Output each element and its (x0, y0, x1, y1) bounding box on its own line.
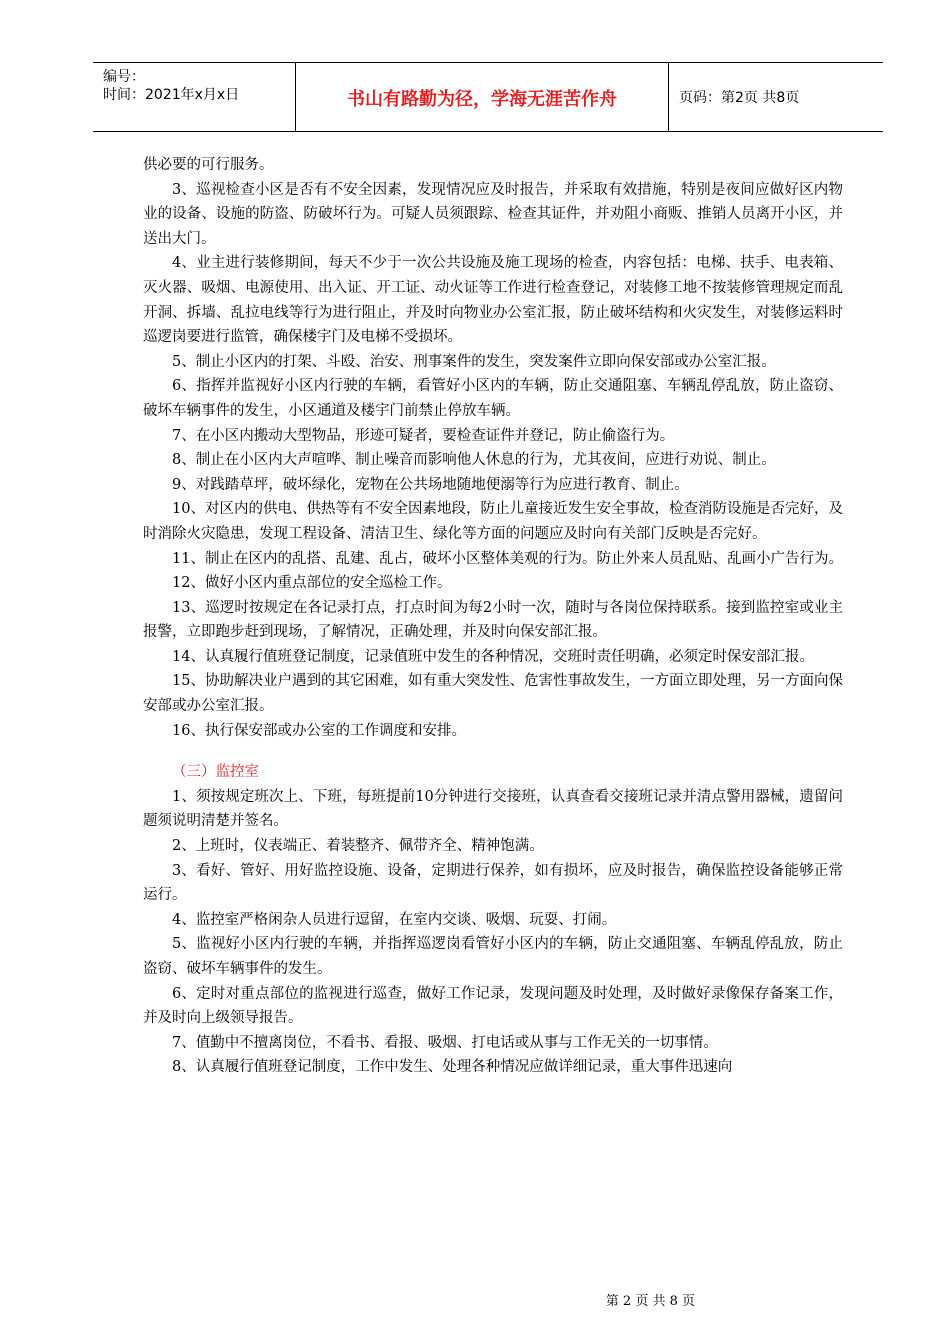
paragraph: 3、看好、管好、用好监控设施、设备，定期进行保养，如有损坏，应及时报告，确保监控设备能够正常运行。 (143, 862, 843, 904)
document-time-label: 时间：2021年x月x日 (103, 87, 240, 103)
paragraph: 10、对区内的供电、供热等有不安全因素地段，防止儿童接近发生安全事故，检查消防设施是否完好，及时消除火灾隐患，发现工程设备、清洁卫生、绿化等方面的问题应及时向有关部门反映是否完好。 (143, 501, 843, 542)
header-meta-cell (93, 63, 296, 131)
paragraph: 9、对践踏草坪，破坏绿化，宠物在公共场地随地便溺等行为应进行教育、制止。 (172, 476, 689, 493)
header-motto-cell (296, 63, 669, 131)
paragraph: 2、上班时，仪表端正、着装整齐、佩带齐全、精神饱满。 (172, 838, 544, 855)
paragraph: 5、监视好小区内行驶的车辆，并指挥巡逻岗看管好小区内的车辆，防止交通阻塞、车辆乱停乱放，防止盗窃、破坏车辆事件的发生。 (143, 936, 843, 977)
paragraph: 8、认真履行值班登记制度，工作中发生、处理各种情况应做详细记录，重大事件迅速向 (172, 1059, 733, 1076)
header-page-cell (669, 63, 883, 131)
paragraph: 7、值勤中不擅离岗位，不看书、看报、吸烟、打电话或从事与工作无关的一切事情。 (172, 1034, 718, 1051)
paragraph: 8、制止在小区内大声喧哗、制止噪音而影响他人休息的行为，尤其夜间，应进行劝说、制止。 (172, 452, 776, 469)
paragraph: 5、制止小区内的打架、斗殴、治安、刑事案件的发生，突发案件立即向保安部或办公室汇报。 (172, 353, 776, 370)
paragraph: 4、业主进行装修期间，每天不少于一次公共设施及施工现场的检查，内容包括：电梯、扶手、电表箱、灭火器、吸烟、电源使用、出入证、开工证、动火证等工作进行检查登记，对装修工地不按装修管理规定而乱开洞、拆墙、乱拉电线等行为进行阻止，并及时向物业办公室汇报，防止破坏结构和火灾发生，对装修运料时巡逻岗要进行监管，确保楼宇门及电梯不受损坏。 (143, 255, 843, 346)
page-footer (0, 1290, 950, 1309)
paragraph: 13、巡逻时按规定在各记录打点，打点时间为每2小时一次，随时与各岗位保持联系。接到监控室或业主报警，立即跑步赶到现场，了解情况，正确处理，并及时向保安部汇报。 (143, 599, 843, 641)
section-heading: （三）监控室 (172, 764, 259, 781)
paragraph: 14、认真履行值班登记制度，记录值班中发生的各种情况，交班时责任明确，必须定时保安部汇报。 (172, 648, 814, 665)
paragraph: 供必要的可行服务。 (143, 157, 274, 173)
header-page-number: 页码：第2页 共8页 (679, 90, 800, 106)
header-motto: 书山有路勤为径，学海无涯苦作舟 (347, 89, 617, 110)
paragraph: 4、监控室严格闲杂人员进行逗留，在室内交谈、吸烟、玩耍、打闹。 (172, 911, 617, 928)
paragraph: 15、协助解决业户遇到的其它困难，如有重大突发性、危害性事故发生，一方面立即处理，另一方面向保安部或办公室汇报。 (143, 673, 843, 715)
document-number-label: 编号： (103, 69, 145, 85)
paragraph: 3、巡视检查小区是否有不安全因素，发现情况应及时报告，并采取有效措施，特别是夜间应做好区内物业的设备、设施的防盗、防破坏行为。可疑人员须跟踪、检查其证件，并劝阻小商贩、推销人员离开小区，并送出大门。 (143, 181, 843, 247)
paragraph: 12、做好小区内重点部位的安全巡检工作。 (172, 575, 452, 592)
document-body (143, 153, 843, 1080)
paragraph: 16、执行保安部或办公室的工作调度和安排。 (172, 722, 466, 739)
footer-page-number: 第 2 页 共 8 页 (605, 1294, 695, 1309)
paragraph: 6、指挥并监视好小区内行驶的车辆，看管好小区内的车辆，防止交通阻塞、车辆乱停乱放，防止盗窃、破坏车辆事件的发生，小区通道及楼宇门前禁止停放车辆。 (143, 378, 843, 419)
page-header (93, 62, 883, 132)
paragraph: 7、在小区内搬动大型物品，形迹可疑者，要检查证件并登记，防止偷盗行为。 (172, 427, 675, 444)
paragraph: 1、须按规定班次上、下班，每班提前10分钟进行交接班，认真查看交接班记录并清点警用器械，遗留问题须说明清楚并签名。 (143, 788, 843, 830)
paragraph: 6、定时对重点部位的监视进行巡查，做好工作记录，发现问题及时处理，及时做好录像保存备案工作，并及时向上级领导报告。 (143, 985, 843, 1027)
paragraph: 11、制止在区内的乱搭、乱建、乱占，破坏小区整体美观的行为。防止外来人员乱贴、乱画小广告行为。 (172, 550, 843, 567)
